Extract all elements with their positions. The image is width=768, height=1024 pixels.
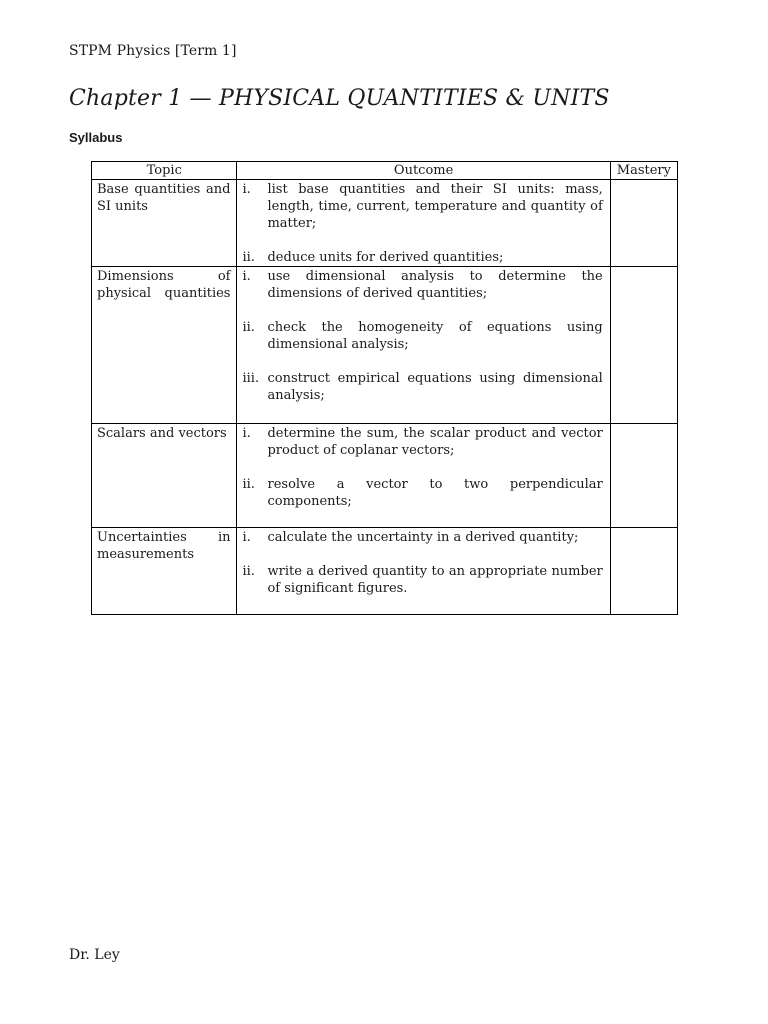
topic-cell: Scalars and vectors bbox=[92, 424, 237, 528]
footer-author: Dr. Ley bbox=[69, 947, 120, 963]
outcome-text: check the homogeneity of equations using dimensional analysis; bbox=[267, 320, 603, 352]
mastery-cell[interactable] bbox=[610, 424, 677, 528]
table-header-row bbox=[92, 162, 678, 180]
outcome-numeral: ii. bbox=[242, 477, 255, 492]
outcome-item bbox=[242, 529, 602, 546]
outcome-text: list base quantities and their SI units: mass, length, time, current, temperature and quantity of matter; bbox=[267, 182, 603, 231]
outcome-numeral: ii. bbox=[242, 320, 255, 335]
outcome-numeral: iii. bbox=[242, 371, 260, 386]
outcome-item bbox=[242, 563, 602, 597]
mastery-cell[interactable] bbox=[610, 528, 677, 615]
outcome-numeral: ii. bbox=[242, 250, 255, 265]
outcome-item bbox=[242, 249, 602, 266]
column-header-outcome: Outcome bbox=[237, 162, 610, 180]
outcome-item bbox=[242, 181, 602, 232]
outcome-cell bbox=[237, 528, 610, 615]
outcome-text: use dimensional analysis to determine the dimensions of derived quantities; bbox=[267, 269, 603, 301]
outcome-text: write a derived quantity to an appropriate number of significant figures. bbox=[267, 564, 603, 596]
outcome-item bbox=[242, 476, 602, 510]
table-row bbox=[92, 528, 678, 615]
outcome-item bbox=[242, 425, 602, 459]
outcome-text: calculate the uncertainty in a derived quantity; bbox=[267, 530, 579, 545]
syllabus-table bbox=[91, 161, 678, 615]
outcome-item bbox=[242, 370, 602, 404]
outcome-numeral: ii. bbox=[242, 564, 255, 579]
outcome-numeral: i. bbox=[242, 426, 251, 441]
mastery-cell[interactable] bbox=[610, 180, 677, 267]
outcome-numeral: i. bbox=[242, 182, 251, 197]
chapter-title: Chapter 1 — PHYSICAL QUANTITIES & UNITS bbox=[69, 86, 610, 111]
table-row bbox=[92, 424, 678, 528]
outcome-list bbox=[242, 529, 602, 597]
topic-cell: Dimensions of physical quantities bbox=[92, 267, 237, 424]
outcome-text: deduce units for derived quantities; bbox=[267, 250, 504, 265]
column-header-mastery: Mastery bbox=[610, 162, 677, 180]
table-row bbox=[92, 267, 678, 424]
running-header: STPM Physics [Term 1] bbox=[69, 43, 237, 59]
outcome-cell bbox=[237, 424, 610, 528]
outcome-item bbox=[242, 319, 602, 353]
outcome-numeral: i. bbox=[242, 269, 251, 284]
table-row bbox=[92, 180, 678, 267]
outcome-item bbox=[242, 268, 602, 302]
topic-cell: Base quantities and SI units bbox=[92, 180, 237, 267]
topic-cell: Uncertainties in measurements bbox=[92, 528, 237, 615]
outcome-cell bbox=[237, 267, 610, 424]
syllabus-heading: Syllabus bbox=[69, 130, 123, 145]
column-header-topic: Topic bbox=[92, 162, 237, 180]
outcome-numeral: i. bbox=[242, 530, 251, 545]
outcome-list bbox=[242, 268, 602, 404]
outcome-list bbox=[242, 425, 602, 510]
mastery-cell[interactable] bbox=[610, 267, 677, 424]
outcome-cell bbox=[237, 180, 610, 267]
outcome-text: determine the sum, the scalar product and vector product of coplanar vectors; bbox=[267, 426, 603, 458]
outcome-text: resolve a vector to two perpendicular components; bbox=[267, 477, 603, 509]
outcome-text: construct empirical equations using dimensional analysis; bbox=[267, 371, 603, 403]
outcome-list bbox=[242, 181, 602, 266]
